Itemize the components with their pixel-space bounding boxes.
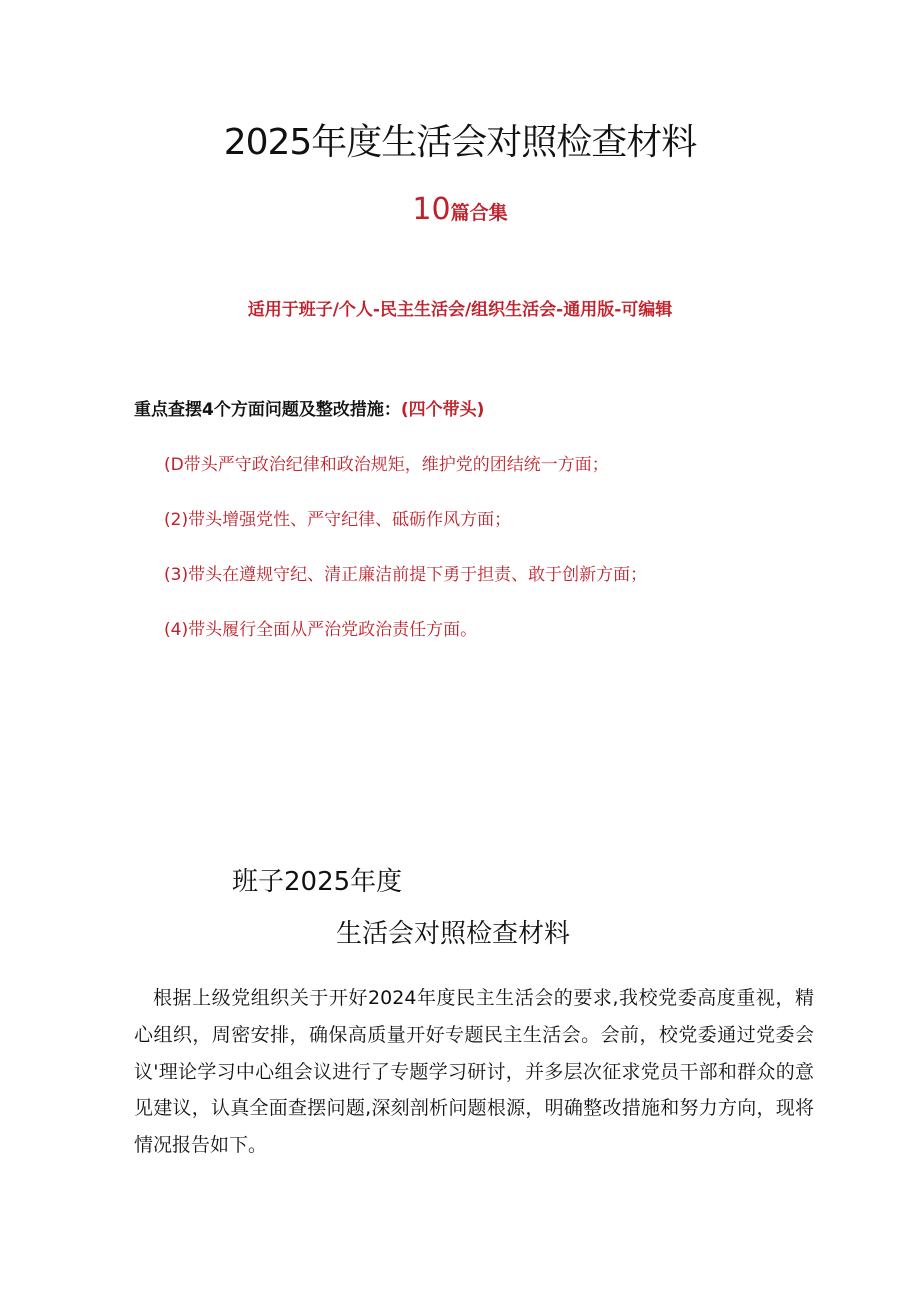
section-title-line2: 生活会对照检查材料 — [336, 919, 571, 949]
section-title-line1: 班子2025年度 — [232, 867, 403, 897]
document-title: 2025年度生活会对照检查材料 — [223, 122, 697, 163]
subtitle-count: 10 — [412, 192, 451, 227]
focus-item-2: (2)带头增强党性、严守纪律、砥砺作风方面； — [164, 510, 512, 530]
focus-item-1: (D带头严守政治纪律和政治规矩，维护党的团结统一方面； — [164, 455, 609, 475]
usage-note: 适用于班子/个人-民主生活会/组织生活会-通用版-可编辑 — [247, 300, 673, 320]
focus-item-3: (3)带头在遵规守纪、清正廉洁前提下勇于担责、敢于创新方面； — [164, 565, 648, 585]
subtitle-label: 篇合集 — [450, 202, 508, 224]
collection-subtitle — [0, 190, 920, 234]
focus-label: 重点查摆4个方面问题及整改措施： — [134, 400, 401, 420]
intro-paragraph: 根据上级党组织关于开好2024年度民主生活会的要求,我校党委高度重视，精心组织，周密安排，确保高质量开好专题民主生活会。会前，校党委通过党委会议'理论学习中心组会议进行了专题学习研讨，并多层次征求党员干部和群众的意见建议，认真全面查摆问题,深刻剖析问题根源，明确整改措施和努力方向，现将情况报告如下。 — [134, 987, 814, 1157]
focus-item-4: (4)带头履行全面从严治党政治责任方面。 — [164, 620, 478, 640]
focus-heading — [134, 397, 484, 423]
focus-highlight: (四个带头) — [400, 400, 485, 420]
